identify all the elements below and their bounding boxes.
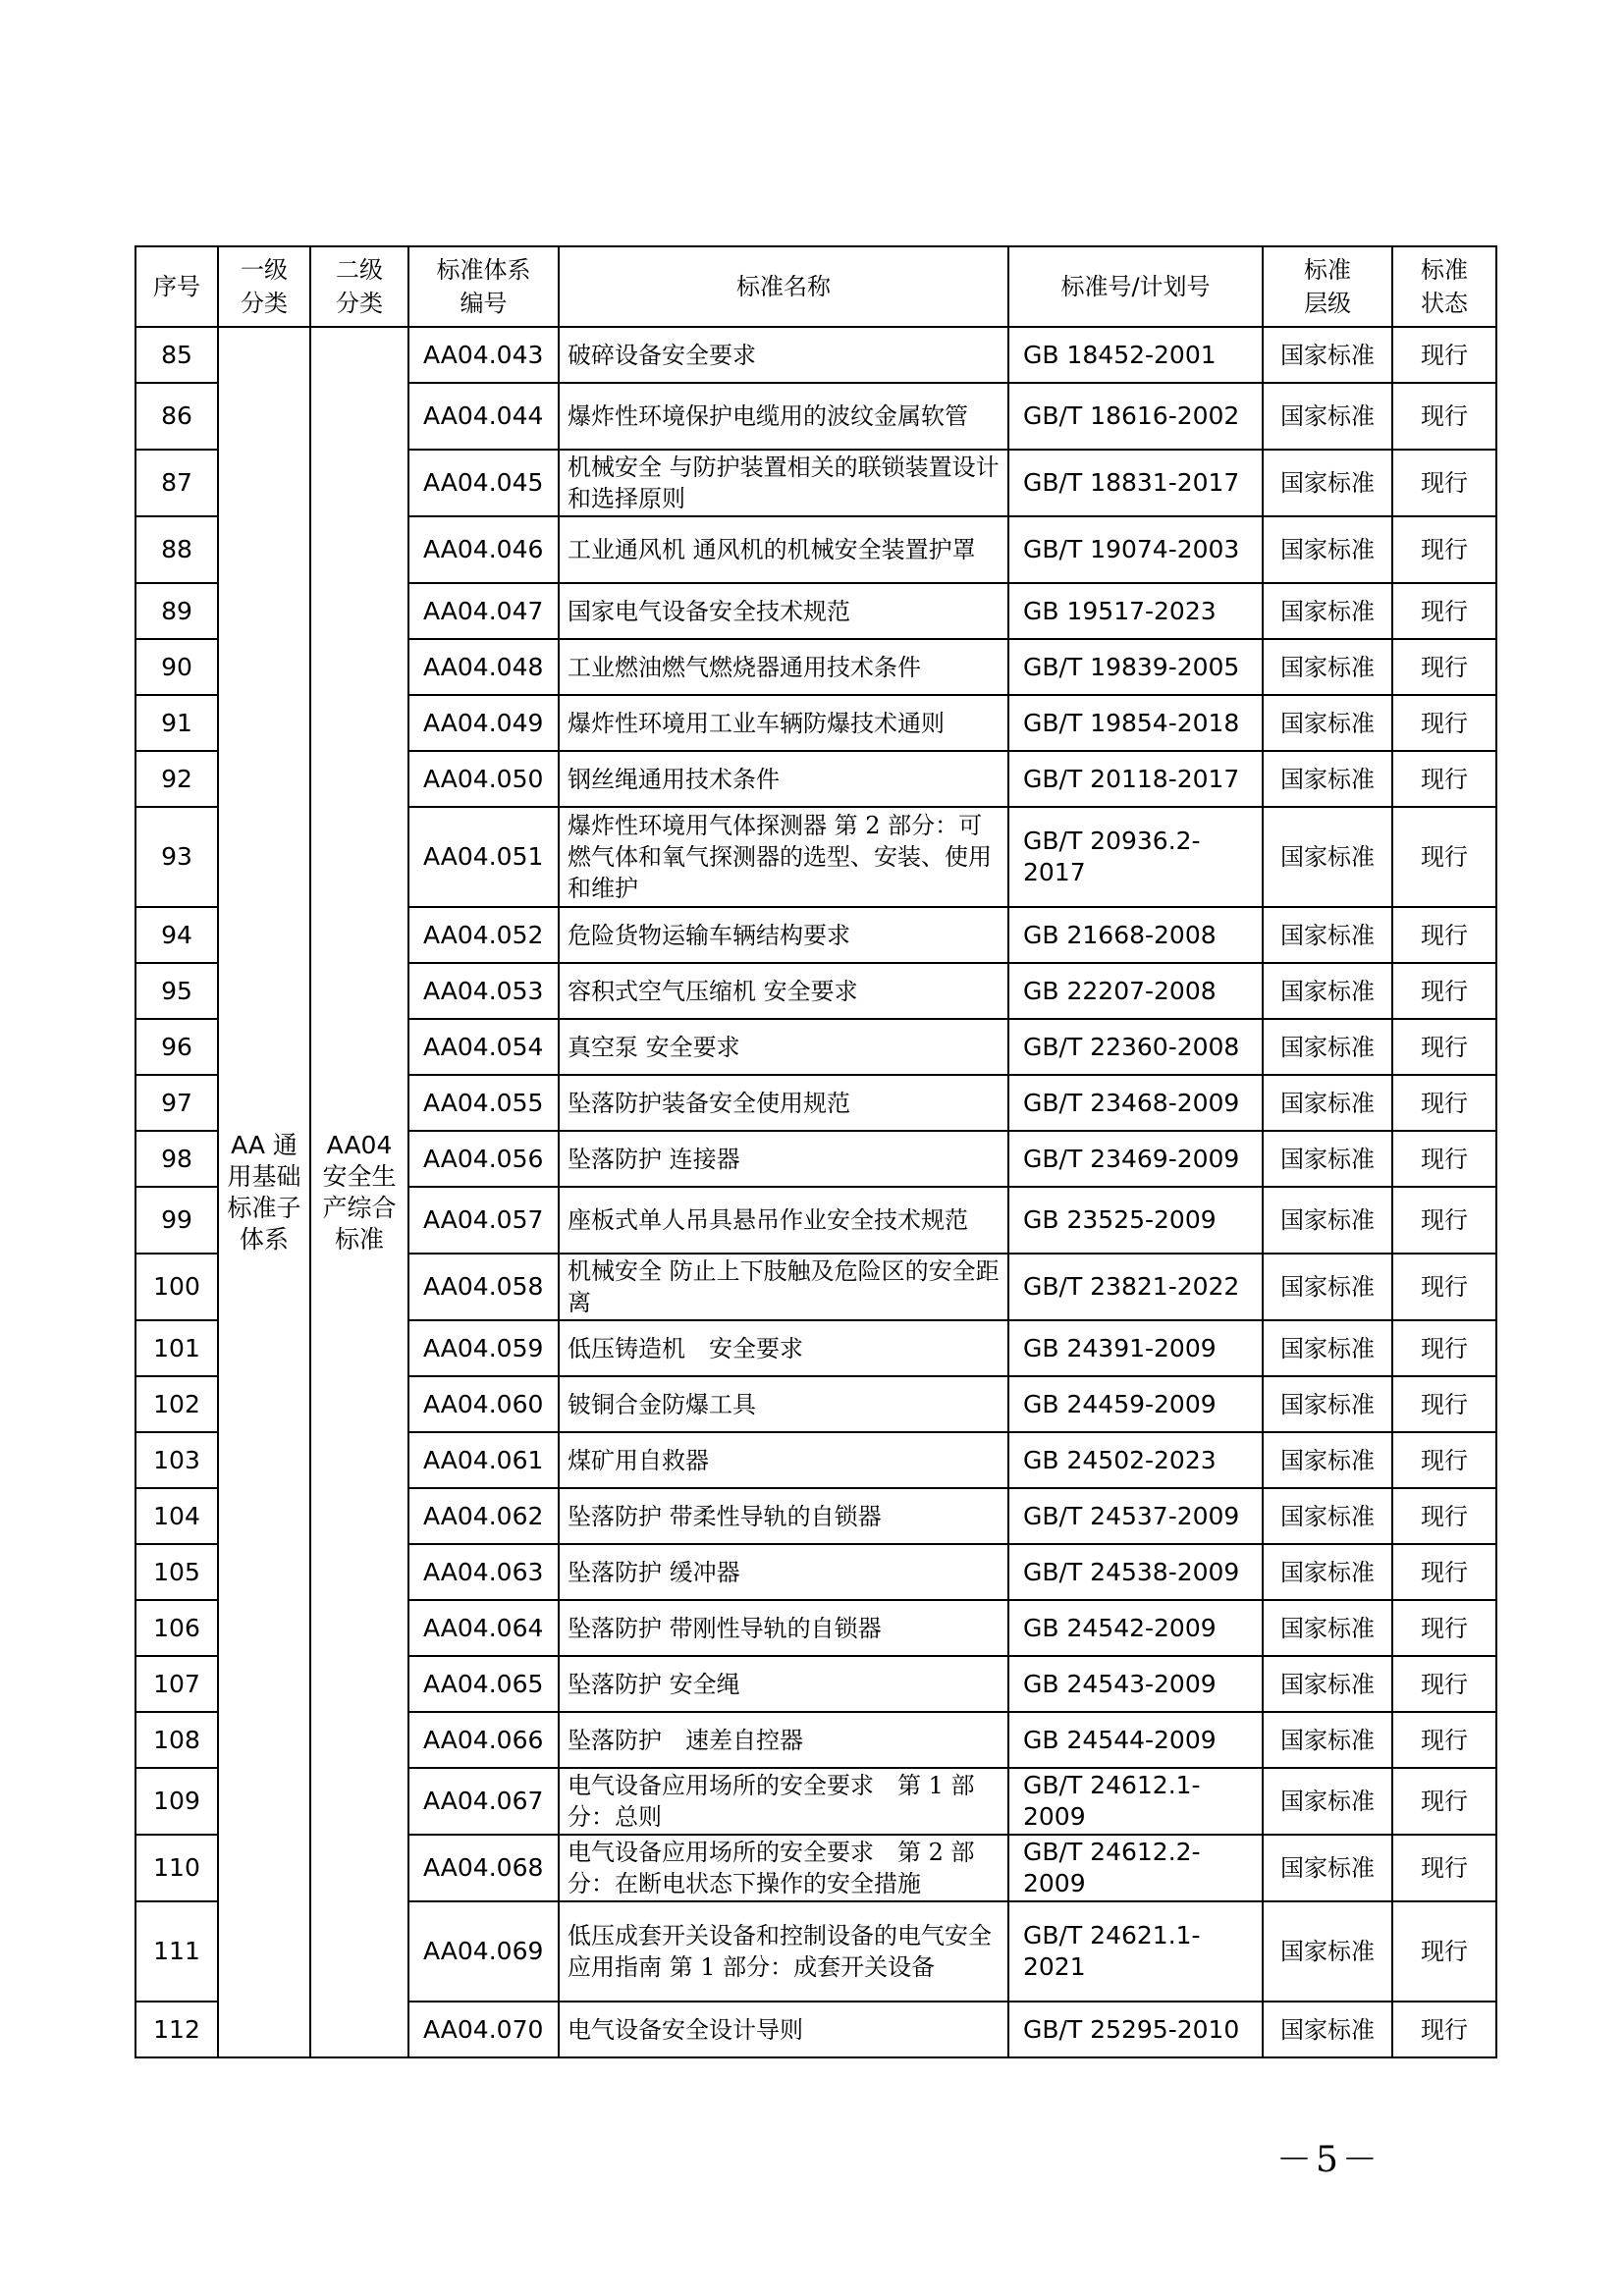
row-standard-level: 国家标准	[1263, 583, 1392, 639]
row-standard-status: 现行	[1392, 1656, 1496, 1712]
row-system-code: AA04.059	[408, 1320, 559, 1376]
row-standard-status: 现行	[1392, 907, 1496, 963]
row-standard-name: 电气设备应用场所的安全要求 第 1 部分：总则	[559, 1768, 1008, 1835]
page-number: －5－	[1276, 2140, 1381, 2180]
row-serial: 102	[135, 1376, 218, 1432]
row-standard-level: 国家标准	[1263, 807, 1392, 907]
row-standard-name: 危险货物运输车辆结构要求	[559, 907, 1008, 963]
table-row	[135, 327, 1496, 383]
row-serial: 97	[135, 1075, 218, 1131]
row-serial: 104	[135, 1488, 218, 1544]
row-standard-level: 国家标准	[1263, 963, 1392, 1019]
row-standard-level: 国家标准	[1263, 1768, 1392, 1835]
row-system-code: AA04.062	[408, 1488, 559, 1544]
row-standard-number: GB 24542-2009	[1008, 1600, 1263, 1656]
row-standard-level: 国家标准	[1263, 1254, 1392, 1320]
row-standard-status: 现行	[1392, 2002, 1496, 2057]
row-standard-number: GB/T 24538-2009	[1008, 1544, 1263, 1600]
row-standard-name: 机械安全 与防护装置相关的联锁装置设计和选择原则	[559, 450, 1008, 516]
row-standard-status: 现行	[1392, 1432, 1496, 1488]
row-serial: 111	[135, 1901, 218, 2002]
row-standard-number: GB 23525-2009	[1008, 1187, 1263, 1254]
row-standard-number: GB/T 23821-2022	[1008, 1254, 1263, 1320]
row-standard-number: GB/T 25295-2010	[1008, 2002, 1263, 2057]
row-standard-status: 现行	[1392, 1600, 1496, 1656]
row-standard-number: GB/T 24621.1-2021	[1008, 1901, 1263, 2002]
row-standard-status: 现行	[1392, 695, 1496, 751]
row-standard-name: 坠落防护 缓冲器	[559, 1544, 1008, 1600]
header-level1: 一级 分类	[218, 246, 310, 327]
row-standard-name: 工业燃油燃气燃烧器通用技术条件	[559, 639, 1008, 695]
row-standard-name: 真空泵 安全要求	[559, 1019, 1008, 1075]
row-system-code: AA04.051	[408, 807, 559, 907]
row-standard-level: 国家标准	[1263, 1488, 1392, 1544]
row-system-code: AA04.053	[408, 963, 559, 1019]
row-system-code: AA04.054	[408, 1019, 559, 1075]
row-standard-name: 爆炸性环境保护电缆用的波纹金属软管	[559, 383, 1008, 450]
row-standard-number: GB/T 24612.2-2009	[1008, 1835, 1263, 1901]
header-code: 标准体系 编号	[408, 246, 559, 327]
row-standard-status: 现行	[1392, 639, 1496, 695]
row-standard-status: 现行	[1392, 1835, 1496, 1901]
row-standard-level: 国家标准	[1263, 1075, 1392, 1131]
row-serial: 107	[135, 1656, 218, 1712]
row-standard-status: 现行	[1392, 751, 1496, 807]
row-standard-status: 现行	[1392, 1075, 1496, 1131]
row-serial: 109	[135, 1768, 218, 1835]
row-system-code: AA04.055	[408, 1075, 559, 1131]
row-system-code: AA04.058	[408, 1254, 559, 1320]
row-standard-name: 坠落防护 连接器	[559, 1131, 1008, 1187]
row-standard-name: 爆炸性环境用气体探测器 第 2 部分：可燃气体和氧气探测器的选型、安装、使用和维护	[559, 807, 1008, 907]
row-serial: 108	[135, 1712, 218, 1768]
row-standard-level: 国家标准	[1263, 639, 1392, 695]
row-standard-name: 电气设备安全设计导则	[559, 2002, 1008, 2057]
row-standard-status: 现行	[1392, 963, 1496, 1019]
row-standard-status: 现行	[1392, 1376, 1496, 1432]
row-standard-status: 现行	[1392, 1131, 1496, 1187]
row-system-code: AA04.047	[408, 583, 559, 639]
level1-category: AA 通用基础标准子体系	[218, 327, 310, 2057]
row-standard-status: 现行	[1392, 1019, 1496, 1075]
row-standard-number: GB/T 22360-2008	[1008, 1019, 1263, 1075]
row-standard-name: 机械安全 防止上下肢触及危险区的安全距离	[559, 1254, 1008, 1320]
row-standard-level: 国家标准	[1263, 1187, 1392, 1254]
row-system-code: AA04.068	[408, 1835, 559, 1901]
row-standard-name: 坠落防护 带柔性导轨的自锁器	[559, 1488, 1008, 1544]
row-standard-number: GB/T 24537-2009	[1008, 1488, 1263, 1544]
row-standard-status: 现行	[1392, 1254, 1496, 1320]
row-standard-name: 容积式空气压缩机 安全要求	[559, 963, 1008, 1019]
row-system-code: AA04.066	[408, 1712, 559, 1768]
row-system-code: AA04.049	[408, 695, 559, 751]
row-standard-name: 座板式单人吊具悬吊作业安全技术规范	[559, 1187, 1008, 1254]
row-system-code: AA04.048	[408, 639, 559, 695]
row-standard-level: 国家标准	[1263, 1901, 1392, 2002]
row-system-code: AA04.044	[408, 383, 559, 450]
row-serial: 85	[135, 327, 218, 383]
level2-category: AA04 安全生产综合标准	[310, 327, 408, 2057]
row-standard-level: 国家标准	[1263, 383, 1392, 450]
row-standard-number: GB 24502-2023	[1008, 1432, 1263, 1488]
row-standard-number: GB/T 19074-2003	[1008, 516, 1263, 583]
row-standard-level: 国家标准	[1263, 2002, 1392, 2057]
row-standard-number: GB/T 18616-2002	[1008, 383, 1263, 450]
row-system-code: AA04.067	[408, 1768, 559, 1835]
row-standard-number: GB 24459-2009	[1008, 1376, 1263, 1432]
row-standard-level: 国家标准	[1263, 516, 1392, 583]
standards-table	[135, 245, 1497, 2058]
row-serial: 101	[135, 1320, 218, 1376]
row-system-code: AA04.045	[408, 450, 559, 516]
row-system-code: AA04.063	[408, 1544, 559, 1600]
row-standard-name: 低压铸造机 安全要求	[559, 1320, 1008, 1376]
row-serial: 86	[135, 383, 218, 450]
row-standard-number: GB/T 19839-2005	[1008, 639, 1263, 695]
row-standard-name: 破碎设备安全要求	[559, 327, 1008, 383]
row-serial: 94	[135, 907, 218, 963]
row-system-code: AA04.057	[408, 1187, 559, 1254]
row-serial: 110	[135, 1835, 218, 1901]
row-standard-status: 现行	[1392, 327, 1496, 383]
row-standard-status: 现行	[1392, 583, 1496, 639]
row-standard-status: 现行	[1392, 516, 1496, 583]
row-standard-level: 国家标准	[1263, 1835, 1392, 1901]
row-system-code: AA04.064	[408, 1600, 559, 1656]
row-serial: 103	[135, 1432, 218, 1488]
row-standard-number: GB 21668-2008	[1008, 907, 1263, 963]
header-row	[135, 246, 1496, 327]
row-serial: 92	[135, 751, 218, 807]
row-standard-level: 国家标准	[1263, 327, 1392, 383]
row-standard-name: 铍铜合金防爆工具	[559, 1376, 1008, 1432]
row-serial: 91	[135, 695, 218, 751]
row-standard-number: GB/T 19854-2018	[1008, 695, 1263, 751]
row-system-code: AA04.050	[408, 751, 559, 807]
row-serial: 93	[135, 807, 218, 907]
header-level2: 二级 分类	[310, 246, 408, 327]
row-standard-level: 国家标准	[1263, 1544, 1392, 1600]
row-standard-status: 现行	[1392, 1768, 1496, 1835]
row-standard-level: 国家标准	[1263, 695, 1392, 751]
row-standard-number: GB 18452-2001	[1008, 327, 1263, 383]
row-standard-level: 国家标准	[1263, 450, 1392, 516]
row-serial: 90	[135, 639, 218, 695]
header-serial: 序号	[135, 246, 218, 327]
row-standard-number: GB/T 24612.1-2009	[1008, 1768, 1263, 1835]
row-serial: 112	[135, 2002, 218, 2057]
row-standard-level: 国家标准	[1263, 1320, 1392, 1376]
row-standard-level: 国家标准	[1263, 751, 1392, 807]
row-standard-name: 爆炸性环境用工业车辆防爆技术通则	[559, 695, 1008, 751]
row-standard-name: 低压成套开关设备和控制设备的电气安全应用指南 第 1 部分：成套开关设备	[559, 1901, 1008, 2002]
row-standard-level: 国家标准	[1263, 907, 1392, 963]
row-standard-status: 现行	[1392, 1488, 1496, 1544]
row-system-code: AA04.046	[408, 516, 559, 583]
header-std-status: 标准 状态	[1392, 246, 1496, 327]
row-serial: 100	[135, 1254, 218, 1320]
row-standard-level: 国家标准	[1263, 1376, 1392, 1432]
row-serial: 89	[135, 583, 218, 639]
row-system-code: AA04.069	[408, 1901, 559, 2002]
row-standard-name: 坠落防护 速差自控器	[559, 1712, 1008, 1768]
table-body	[135, 327, 1496, 2057]
row-standard-level: 国家标准	[1263, 1656, 1392, 1712]
row-standard-status: 现行	[1392, 450, 1496, 516]
header-std-number: 标准号/计划号	[1008, 246, 1263, 327]
row-standard-number: GB/T 23469-2009	[1008, 1131, 1263, 1187]
row-standard-name: 国家电气设备安全技术规范	[559, 583, 1008, 639]
row-standard-status: 现行	[1392, 1901, 1496, 2002]
row-standard-status: 现行	[1392, 1544, 1496, 1600]
row-standard-number: GB 24543-2009	[1008, 1656, 1263, 1712]
row-standard-level: 国家标准	[1263, 1019, 1392, 1075]
row-system-code: AA04.043	[408, 327, 559, 383]
row-standard-status: 现行	[1392, 1320, 1496, 1376]
row-standard-name: 坠落防护装备安全使用规范	[559, 1075, 1008, 1131]
row-standard-number: GB/T 20936.2-2017	[1008, 807, 1263, 907]
row-standard-name: 坠落防护 带刚性导轨的自锁器	[559, 1600, 1008, 1656]
row-serial: 105	[135, 1544, 218, 1600]
row-serial: 98	[135, 1131, 218, 1187]
row-standard-level: 国家标准	[1263, 1432, 1392, 1488]
header-std-level: 标准 层级	[1263, 246, 1392, 327]
row-serial: 99	[135, 1187, 218, 1254]
header-name: 标准名称	[559, 246, 1008, 327]
row-standard-status: 现行	[1392, 1187, 1496, 1254]
row-standard-status: 现行	[1392, 383, 1496, 450]
row-serial: 96	[135, 1019, 218, 1075]
row-standard-number: GB 24544-2009	[1008, 1712, 1263, 1768]
row-system-code: AA04.061	[408, 1432, 559, 1488]
row-system-code: AA04.052	[408, 907, 559, 963]
row-standard-number: GB/T 23468-2009	[1008, 1075, 1263, 1131]
row-standard-number: GB 22207-2008	[1008, 963, 1263, 1019]
row-standard-number: GB 24391-2009	[1008, 1320, 1263, 1376]
row-system-code: AA04.060	[408, 1376, 559, 1432]
row-standard-name: 电气设备应用场所的安全要求 第 2 部分：在断电状态下操作的安全措施	[559, 1835, 1008, 1901]
row-standard-name: 煤矿用自救器	[559, 1432, 1008, 1488]
row-standard-name: 钢丝绳通用技术条件	[559, 751, 1008, 807]
row-standard-status: 现行	[1392, 807, 1496, 907]
row-serial: 87	[135, 450, 218, 516]
row-standard-number: GB 19517-2023	[1008, 583, 1263, 639]
row-standard-level: 国家标准	[1263, 1131, 1392, 1187]
row-serial: 95	[135, 963, 218, 1019]
row-system-code: AA04.065	[408, 1656, 559, 1712]
row-serial: 106	[135, 1600, 218, 1656]
row-standard-level: 国家标准	[1263, 1600, 1392, 1656]
row-standard-number: GB/T 20118-2017	[1008, 751, 1263, 807]
row-system-code: AA04.056	[408, 1131, 559, 1187]
row-standard-name: 工业通风机 通风机的机械安全装置护罩	[559, 516, 1008, 583]
row-standard-level: 国家标准	[1263, 1712, 1392, 1768]
row-standard-number: GB/T 18831-2017	[1008, 450, 1263, 516]
row-standard-name: 坠落防护 安全绳	[559, 1656, 1008, 1712]
row-system-code: AA04.070	[408, 2002, 559, 2057]
row-standard-status: 现行	[1392, 1712, 1496, 1768]
row-serial: 88	[135, 516, 218, 583]
